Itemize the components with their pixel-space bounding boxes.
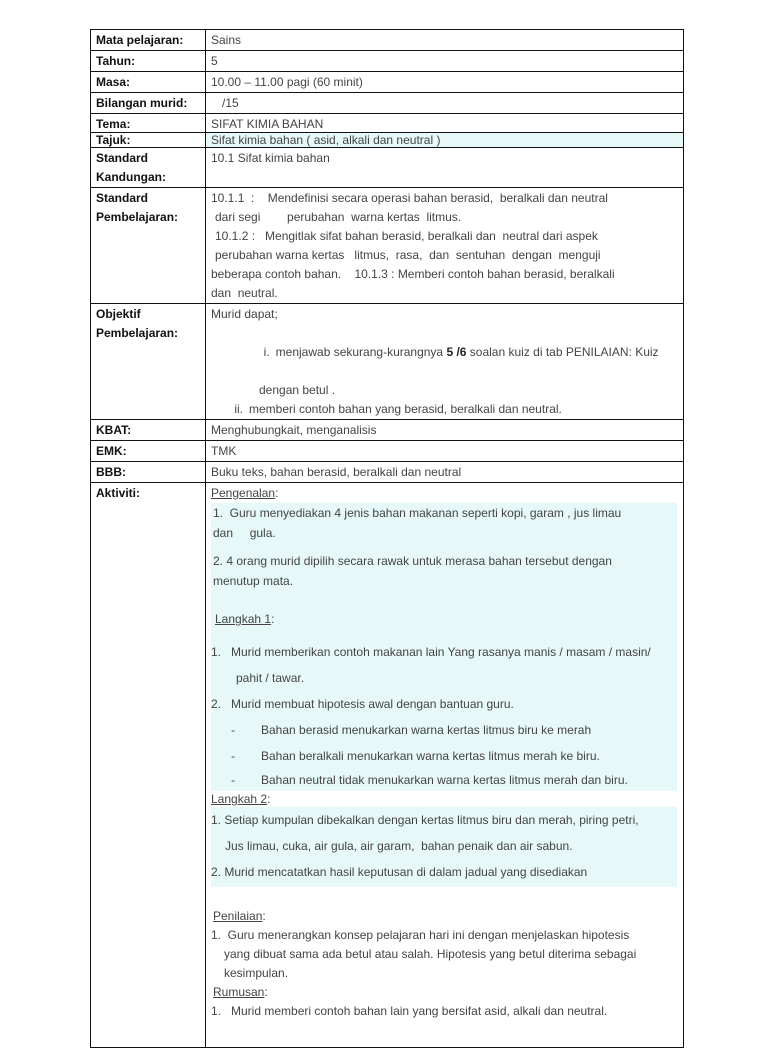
rumusan-heading: Rumusan: <box>213 985 268 999</box>
value-aktiviti <box>206 483 684 1048</box>
row-emk <box>91 441 684 462</box>
objektif-item-i-num: i. <box>263 345 270 359</box>
label-kbat: KBAT: <box>91 420 206 441</box>
label-emk: EMK: <box>91 441 206 462</box>
bilangan-murid-text: /15 <box>222 96 239 110</box>
row-aktiviti <box>91 483 684 1048</box>
row-bilangan-murid <box>91 93 684 114</box>
row-tema <box>91 114 684 133</box>
l1-dash-2-mark: - <box>231 749 235 763</box>
l2-1-b: Jus limau, cuka, air gula, air garam, bahan penaik dan air sabun. <box>225 839 573 853</box>
objektif-intro: Murid dapat; <box>211 307 278 321</box>
label-standard-pembelajaran <box>91 188 206 304</box>
objektif-item-i <box>211 324 677 381</box>
label-bbb: BBB: <box>91 462 206 483</box>
label-tema: Tema: <box>91 114 206 133</box>
sp-line-4: perubahan warna kertas litmus, rasa, dan sentuhan dengan menguji <box>215 248 601 262</box>
sp-line-6: dan neutral. <box>211 286 278 300</box>
objektif-item-i-bold: 5 /6 <box>446 345 467 359</box>
rm-a: 1. Murid memberi contoh bahan lain yang bersifat asid, alkali dan neutral. <box>211 1004 608 1018</box>
row-kbat <box>91 420 684 441</box>
row-objektif <box>91 304 684 420</box>
row-tajuk <box>91 133 684 148</box>
objektif-item-i-cont: dengan betul . <box>259 383 336 397</box>
langkah1-heading: Langkah 1: <box>215 612 275 626</box>
p2-line-b: menutup mata. <box>213 574 294 588</box>
objektif-item-i-post: soalan kuiz di tab PENILAIAN: Kuiz <box>466 345 659 359</box>
row-mata-pelajaran <box>91 30 684 51</box>
pn-c: kesimpulan. <box>224 966 289 980</box>
row-masa <box>91 72 684 93</box>
label-objektif-2: Pembelajaran: <box>96 326 179 340</box>
langkah2-heading: Langkah 2: <box>211 792 271 806</box>
l1-dash-1 <box>211 717 673 743</box>
row-tahun <box>91 51 684 72</box>
p2-line-a: 2. 4 orang murid dipilih secara rawak untuk merasa bahan tersebut dengan <box>213 554 612 568</box>
value-kbat: Menghubungkait, menganalisis <box>206 420 684 441</box>
l1-dash-3-text: Bahan neutral tidak menukarkan warna kertas litmus merah dan biru. <box>261 773 628 787</box>
langkah1-block <box>211 639 677 791</box>
p1-line-a: 1. Guru menyediakan 4 jenis bahan makanan seperti kopi, garam , jus limau <box>213 506 622 520</box>
l1-dash-2 <box>211 743 673 769</box>
label-tajuk: Tajuk: <box>91 133 206 148</box>
l1-2: 2. Murid membuat hipotesis awal dengan bantuan guru. <box>211 697 514 711</box>
sp-line-3: 10.1.2 : Mengitlak sifat bahan berasid, beralkali dan neutral dari aspek <box>215 229 598 243</box>
value-bilangan-murid <box>206 93 684 114</box>
pengenalan-title: Pengenalan <box>211 486 276 500</box>
value-tema: SIFAT KIMIA BAHAN <box>206 114 684 133</box>
l1-dash-2-text: Bahan beralkali menukarkan warna kertas litmus merah ke biru. <box>261 749 600 763</box>
label-standard-pembelajaran-2: Pembelajaran: <box>96 210 179 224</box>
l1-dash-1-text: Bahan berasid menukarkan warna kertas litmus biru ke merah <box>261 723 592 737</box>
sp-line-1: 10.1.1 : Mendefinisi secara operasi bahan berasid, beralkali dan neutral <box>211 191 608 205</box>
penilaian-title: Penilaian <box>213 909 263 923</box>
label-masa: Masa: <box>91 72 206 93</box>
objektif-item-ii-text: memberi contoh bahan yang berasid, beralkali dan neutral. <box>249 402 562 416</box>
l2-1-a: 1. Setiap kumpulan dibekalkan dengan kertas litmus biru dan merah, piring petri, <box>211 813 639 827</box>
pn-a: 1. Guru menerangkan konsep pelajaran hari ini dengan menjelaskan hipotesis <box>211 928 630 942</box>
label-standard-kandungan <box>91 148 206 188</box>
l1-dash-1-mark: - <box>231 723 235 737</box>
label-mata-pelajaran: Mata pelajaran: <box>91 30 206 51</box>
p1-line-b: dan gula. <box>213 526 276 540</box>
label-aktiviti: Aktiviti: <box>91 483 206 1048</box>
l2-2: 2. Murid mencatatkan hasil keputusan di dalam jadual yang disediakan <box>211 865 588 879</box>
value-standard-kandungan: 10.1 Sifat kimia bahan <box>206 148 684 188</box>
label-standard-kandungan-2: Kandungan: <box>96 170 166 184</box>
label-objektif <box>91 304 206 420</box>
value-emk: TMK <box>206 441 684 462</box>
row-standard-pembelajaran <box>91 188 684 304</box>
value-bbb: Buku teks, bahan berasid, beralkali dan neutral <box>206 462 684 483</box>
value-tahun: 5 <box>206 51 684 72</box>
l1-1-b: pahit / tawar. <box>236 671 305 685</box>
value-objektif <box>206 304 684 420</box>
objektif-item-ii-num: ii. <box>234 402 243 416</box>
row-standard-kandungan <box>91 148 684 188</box>
penilaian-heading: Penilaian: <box>213 909 266 923</box>
pengenalan-heading: Pengenalan: <box>211 486 279 500</box>
pn-b: yang dibuat sama ada betul atau salah. Hipotesis yang betul diterima sebagai <box>224 947 637 961</box>
l1-1-a: 1. Murid memberikan contoh makanan lain Yang rasanya manis / masam / masin/ <box>211 645 651 659</box>
pengenalan-block <box>211 503 677 639</box>
row-bbb <box>91 462 684 483</box>
l1-dash-3 <box>211 769 673 791</box>
label-standard-kandungan-1: Standard <box>96 151 149 165</box>
value-standard-pembelajaran <box>206 188 684 304</box>
value-masa: 10.00 – 11.00 pagi (60 minit) <box>206 72 684 93</box>
sp-line-5: beberapa contoh bahan. 10.1.3 : Memberi contoh bahan berasid, beralkali <box>211 267 615 281</box>
langkah1-title: Langkah 1 <box>215 612 272 626</box>
langkah2-title: Langkah 2 <box>211 792 268 806</box>
label-tahun: Tahun: <box>91 51 206 72</box>
label-bilangan-murid: Bilangan murid: <box>91 93 206 114</box>
objektif-item-ii <box>211 400 677 419</box>
lesson-plan-table <box>90 29 684 1048</box>
value-tajuk: Sifat kimia bahan ( asid, alkali dan neutral ) <box>206 133 684 148</box>
langkah2-block <box>211 807 677 887</box>
rumusan-title: Rumusan <box>213 985 265 999</box>
label-standard-pembelajaran-1: Standard <box>96 191 149 205</box>
sp-line-2: dari segi perubahan warna kertas litmus. <box>215 210 462 224</box>
label-objektif-1: Objektif <box>96 307 141 321</box>
value-mata-pelajaran: Sains <box>206 30 684 51</box>
objektif-item-i-pre: menjawab sekurang-kurangnya <box>275 345 447 359</box>
l1-dash-3-mark: - <box>231 773 235 787</box>
